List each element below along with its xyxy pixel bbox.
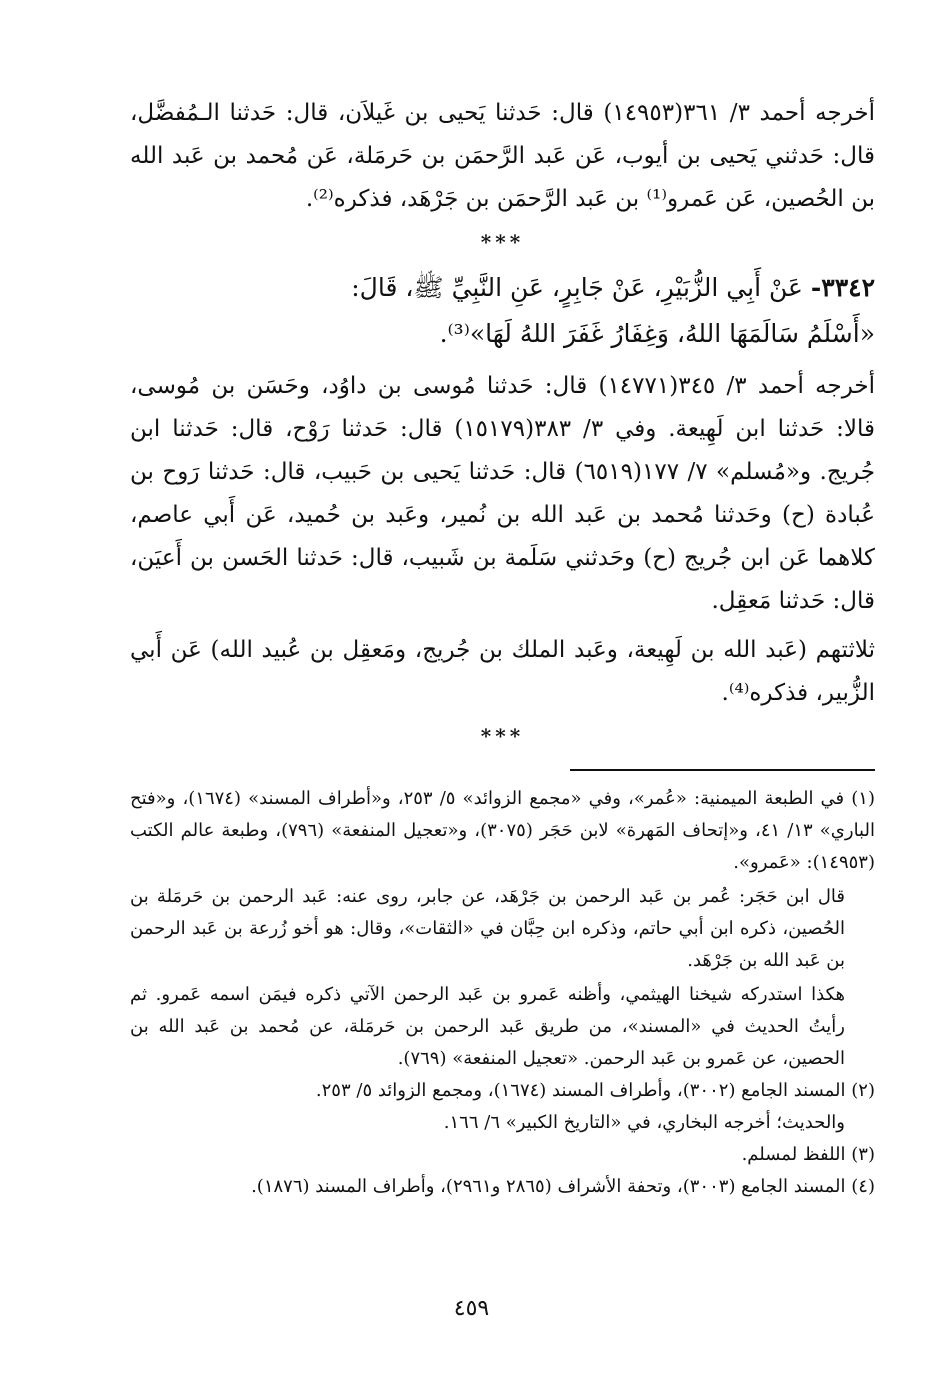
footnote-4: (٤) المسند الجامع (٣٠٠٣)، وتحفة الأشراف (٢٨٦٥ و٢٩٦١)، وأطراف المسند (١٨٧٦).: [251, 1176, 875, 1197]
takhrij-paragraph-3: ثلاثتهم (عَبد الله بن لَهِيعة، وعَبد الملك بن جُريج، ومَعقِل بن عُبيد الله) عَن أَبي الزُّبير، فذكره⁽⁴⁾.: [130, 637, 875, 706]
hadith-chain: عَنْ أَبِي الزُّبَيْرِ، عَنْ جَابِرٍ، عَنِ النَّبِيِّ ﷺ، قَالَ:: [351, 273, 803, 302]
footnote-2-continuation: والحديث؛ أخرجه البخاري، في «التاريخ الكبير» ٦/ ١٦٦.: [443, 1112, 845, 1133]
hadith-text: «أَسْلَمُ سَالَمَهَا اللهُ، وَغِفَارُ غَفَرَ اللهُ لَهَا»⁽³⁾.: [439, 319, 875, 348]
hadith-number: ٣٣٤٢-: [810, 273, 875, 302]
section-separator: ***: [480, 230, 525, 254]
footnotes: [130, 783, 875, 1203]
section-separator-2: ***: [480, 724, 525, 748]
page-number: ٤٥٩: [453, 1296, 490, 1321]
hadith-chain-line: [130, 265, 875, 311]
footnote-divider: [570, 769, 875, 771]
footnote-2: (٢) المسند الجامع (٣٠٠٢)، وأطراف المسند (١٦٧٤)، ومجمع الزوائد ٥/ ٢٥٣.: [315, 1080, 875, 1101]
takhrij-paragraph-1: أخرجه أحمد ٣/ ٣٦١(١٤٩٥٣) قال: حَدثنا يَحيى بن غَيلاَن، قال: حَدثنا الـمُفضَّل، قال: حَدثني يَحيى بن أيوب، عَن عَبد الرَّحمَن بن حَرمَلة، عَن مُحمد بن عَبد الله بن الحُصين، عَن عَمرو⁽¹⁾ بن عَبد الرَّحمَن بن جَرْهَد، فذكره⁽²⁾.: [130, 100, 876, 212]
takhrij-paragraph-2: أخرجه أحمد ٣/ ٣٤٥(١٤٧٧١) قال: حَدثنا مُوسى بن داوُد، وحَسَن بن مُوسى، قالا: حَدثنا ابن لَهِيعة. وفي ٣/ ٣٨٣(١٥١٧٩) قال: حَدثنا رَوْح، قال: حَدثنا ابن جُريج. و«مُسلم» ٧/ ١٧٧(٦٥١٩) قال: حَدثنا يَحيى بن حَبيب، قال: حَدثنا رَوح بن عُبادة (ح) وحَدثنا مُحمد بن عَبد الله بن نُمير، وعَبد بن حُميد، عَن أَبي عاصم، كلاهما عَن ابن جُريج (ح) وحَدثني سَلَمة بن شَبيب، قال: حَدثنا الحَسن بن أَعيَن، قال: حَدثنا مَعقِل.: [130, 373, 876, 614]
footnote-1-continuation-1: قال ابن حَجَر: عُمر بن عَبد الرحمن بن جَرْهَد، عن جابر، روى عنه: عَبد الرحمن بن حَرمَلة بن الحُصين، ذكره ابن أبي حاتم، وذكره ابن حِبَّان في «الثقات»، وقال: هو أخو زُرعة بن عَبد الرحمن بن عَبد الله بن جَرْهَد.: [130, 886, 845, 971]
page-body: [130, 92, 875, 1203]
hadith-block: [130, 265, 875, 357]
footnote-1-continuation-2: هكذا استدركه شيخنا الهيثمي، وأظنه عَمرو بن عَبد الرحمن الآتي ذكره فيمَن اسمه عَمرو. ثم رأيتُ الحديث في «المسند»، من طريق عَبد الرحمن بن حَرمَلة، عن مُحمد بن عَبد الله بن الحصين، عن عَمرو بن عَبد الرحمن. «تعجيل المنفعة» (٧٦٩).: [130, 984, 845, 1069]
footnote-1: (١) في الطبعة الميمنية: «عُمر»، وفي «مجمع الزوائد» ٥/ ٢٥٣، و«أطراف المسند» (١٦٧٤)، و«فتح الباري» ١٣/ ٤١، و«إتحاف المَهرة» لابن حَجَر (٣٠٧٥)، و«تعجيل المنفعة» (٧٩٦)، وطبعة عالم الكتب (١٤٩٥٣): «عَمرو».: [130, 788, 875, 873]
footnote-3: (٣) اللفظ لمسلم.: [741, 1144, 875, 1165]
